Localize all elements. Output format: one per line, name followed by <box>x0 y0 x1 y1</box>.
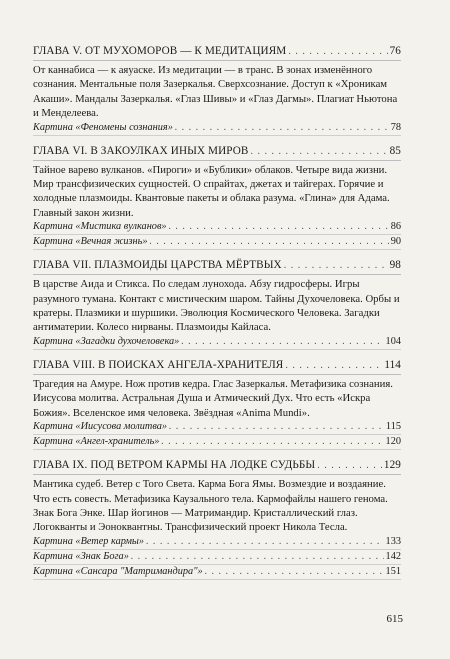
chapter-entry <box>33 44 401 136</box>
chapter-title: ГЛАВА IX. ПОД ВЕТРОМ КАРМЫ НА ЛОДКЕ СУДЬБЫ <box>33 459 316 472</box>
page-number: 615 <box>386 613 403 625</box>
chapter-title: ГЛАВА VI. В ЗАКОУЛКАХ ИНЫХ МИРОВ <box>33 144 249 157</box>
picture-page-number: 151 <box>385 565 401 577</box>
picture-title: Картина «Феномены сознания» <box>33 121 173 133</box>
picture-entry <box>33 121 401 136</box>
chapter-entry <box>33 458 401 580</box>
picture-entry <box>33 335 401 350</box>
dot-leader <box>205 565 384 579</box>
picture-entry <box>33 550 401 565</box>
dot-leader <box>285 358 382 373</box>
picture-title: Картина «Сансара "Матримандира"» <box>33 565 203 577</box>
chapter-title: ГЛАВА V. ОТ МУХОМОРОВ — К МЕДИТАЦИЯМ <box>33 45 287 57</box>
picture-page-number: 133 <box>385 535 401 547</box>
picture-page-number: 115 <box>385 421 401 433</box>
picture-entry <box>33 435 401 450</box>
dot-leader <box>181 335 383 349</box>
picture-title: Картина «Ветер кармы» <box>33 535 145 547</box>
dot-leader <box>161 435 383 449</box>
dot-leader <box>150 235 389 249</box>
dot-leader <box>288 44 387 59</box>
chapter-page-number: 114 <box>384 358 401 371</box>
dot-leader <box>169 220 389 234</box>
chapter-summary: В царстве Аида и Стикса. По следам лунохода. Абзу гидросферы. Игры разумного тумана. Контакт с мистическим шаром. Тайны Духочеловека. Орбы и кратеры. Плазмики и шуршики. Эволюция Космического Человека. Загадки антиматерии. Колесо нирваны. Плазмоиды Кайласа. <box>33 278 400 334</box>
picture-entry <box>33 220 401 235</box>
chapter-page-number: 85 <box>389 144 401 157</box>
chapter-title: ГЛАВА VIII. В ПОИСКАХ АНГЕЛА-ХРАНИТЕЛЯ <box>33 358 284 371</box>
chapter-summary: Мантика судеб. Ветер с Того Света. Карма Бога Ямы. Возмездие и воздаяние. Что есть совесть. Метафизика Каузального тела. Кармофайлы нашего генома. Знак Бога Энке. Шар йогинов — Матримандир. Кристаллический глаз. Логокванты и Эоноквантны. Трансфизический проект Никола Тесла. <box>33 478 388 534</box>
dot-leader <box>317 458 382 473</box>
chapter-title: ГЛАВА VII. ПЛАЗМОИДЫ ЦАРСТВА МЁРТВЫХ <box>33 259 282 272</box>
picture-entry <box>33 420 401 435</box>
chapter-entry <box>33 258 401 350</box>
chapter-page-number: 76 <box>389 45 401 57</box>
chapter-heading <box>33 44 401 61</box>
picture-title: Картина «Мистика вулканов» <box>33 221 167 233</box>
picture-page-number: 86 <box>390 221 401 233</box>
picture-page-number: 90 <box>390 236 401 248</box>
picture-page-number: 142 <box>385 550 401 562</box>
picture-entry <box>33 565 401 580</box>
chapter-summary: Трагедия на Амуре. Нож против кедра. Глас Зазеркалья. Метафизика сознания. Иисусова молитва. Астральная Душа и Атмический Дух. Что есть «Искра Божия». Вселенское имя человека. Звёздная «Anima Mundi». <box>33 377 393 419</box>
picture-entry <box>33 535 401 550</box>
chapter-heading <box>33 144 401 161</box>
picture-page-number: 104 <box>385 335 401 347</box>
picture-title: Картина «Вечная жизнь» <box>33 236 148 248</box>
dot-leader <box>284 258 388 273</box>
chapter-page-number: 98 <box>389 259 401 272</box>
picture-entry <box>33 235 401 250</box>
picture-title: Картина «Иисусова молитва» <box>33 421 168 433</box>
picture-title: Картина «Ангел-хранитель» <box>33 436 160 448</box>
picture-title: Картина «Загадки духочеловека» <box>33 335 180 347</box>
dot-leader <box>146 535 383 549</box>
dot-leader <box>131 550 384 564</box>
chapter-page-number: 129 <box>383 459 401 472</box>
picture-title: Картина «Знак Бога» <box>33 550 129 562</box>
chapter-entry <box>33 358 401 450</box>
dot-leader <box>250 144 387 159</box>
table-of-contents <box>33 44 401 588</box>
chapter-entry <box>33 144 401 251</box>
chapter-heading <box>33 258 401 275</box>
dot-leader <box>169 420 384 434</box>
picture-page-number: 78 <box>390 121 401 133</box>
picture-page-number: 120 <box>385 436 401 448</box>
chapter-summary: Тайное варево вулканов. «Пироги» и «Бублики» облаков. Четыре вида жизни. Мир трансфизических сущностей. О спрайтах, джетах и тайгерах. Горячие и холодные плазмоиды. Квантовые пакеты и облака разума. «Глина» для Адама. Главный закон жизни. <box>33 163 390 219</box>
chapter-heading <box>33 358 401 375</box>
dot-leader <box>175 121 389 135</box>
chapter-summary: От каннабиса — к аяуаске. Из медитации — в транс. В зонах изменённого сознания. Ментальные поля Зазеркалья. Сверхсознание. Доступ к «Хроникам Акаши». Мандалы Зазеркалья. «Глаз Шивы» и «Глаз Дагмы». Плагиат Ньютона и Менделеева. <box>33 64 398 120</box>
chapter-heading <box>33 458 401 475</box>
